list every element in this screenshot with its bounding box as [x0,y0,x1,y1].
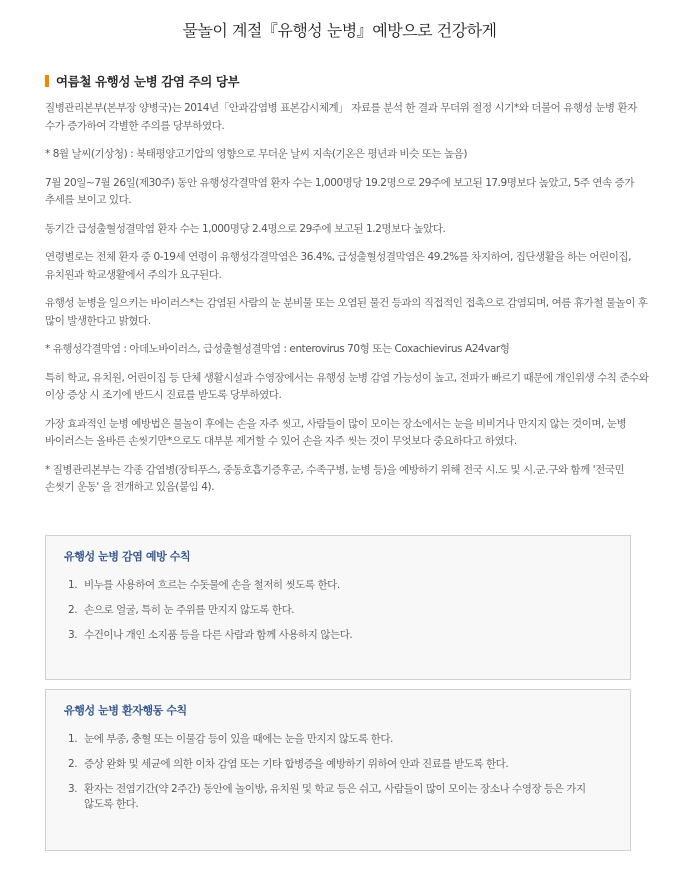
paragraph-prevention: 가장 효과적인 눈병 예방법은 물놀이 후에는 손을 자주 씻고, 사람들이 많이 모이는 장소에서는 눈을 비비거나 만지지 않는 것이며, 눈병 바이러스는 올바른 손씻기만*으로도 대부분 제거할 수 있어 손을 자주 씻는 것이 무엇보다 중요하다고 하였다. [45,417,627,447]
list-item: 2. 증상 완화 및 세균에 의한 이차 감염 또는 기타 합병증을 예방하기 위하여 안과 진료를 받도록 한다. [68,758,509,770]
prevention-rules-list [46,564,630,643]
list-item: 2. 손으로 얼굴, 특히 눈 주위를 만지지 않도록 한다. [68,604,295,616]
prevention-rules-box [45,535,631,680]
list-item: 3. 환자는 전염기간(약 2주간) 동안에 놀이방, 유치원 및 학교 등은 쉬고, 사람들이 많이 모이는 장소나 수영장 등은 가지 않도록 한다. [68,783,586,810]
paragraph-age-stats: 연령별로는 전체 환자 중 0-19세 연령이 유행성각결막염은 36.4%, 급성출혈성결막염은 49.2%를 차지하여, 집단생활을 하는 어린이집, 유치원과 학교생활에서 주의가 요구된다. [45,251,632,281]
page-title: 물놀이 계절『유행성 눈병』예방으로 건강하게 [182,21,497,40]
paragraph-ekc-stats: 7월 20일∼7월 26일(제30주) 동안 유행성각결막염 환자 수는 1,000명당 19.2명으로 29주에 보고된 17.9명보다 높았고, 5주 연속 증가 추세를 보이고 있다. [45,176,635,206]
patient-rules-box [45,689,631,851]
orange-bar-icon [45,75,49,87]
section-heading [45,72,239,90]
paragraph-facilities: 특히 학교, 유치원, 어린이집 등 단체 생활시설과 수영장에서는 유행성 눈병 감염 가능성이 높고, 전파가 빠르기 때문에 개인위생 수칙 준수와 이상 증상 시 조기에 반드시 진료를 받도록 당부하였다. [45,371,649,401]
paragraph-ahc-stats: 동기간 급성출혈성결막염 환자 수는 1,000명당 2.4명으로 29주에 보고된 1.2명보다 높았다. [45,222,446,235]
patient-rules-title: 유행성 눈병 환자행동 수칙 [64,704,187,717]
paragraph-weather-note: * 8월 날씨(기상청) : 북태평양고기압의 영향으로 무더운 날씨 지속(기온은 평년과 비슷 또는 높음) [45,148,467,160]
prevention-rules-title: 유행성 눈병 감염 예방 수칙 [64,550,191,563]
patient-rules-list [46,718,630,812]
list-item: 3. 수건이나 개인 소지품 등을 다른 사람과 함께 사용하지 않는다. [68,629,353,641]
paragraph-intro: 질병관리본부(본부장 양병국)는 2014년「안과감염병 표본감시체계」 자료를 분석 한 결과 무더위 절정 시기*와 더불어 유행성 눈병 환자 수가 증가하여 각별한 주의를 당부하였다. [45,102,637,132]
list-item: 1. 비누를 사용하여 흐르는 수돗물에 손을 철저히 씻도록 한다. [68,579,340,591]
paragraph-transmission: 유행성 눈병을 일으키는 바이러스*는 감염된 사람의 눈 분비물 또는 오염된 물건 등과의 직접적인 접촉으로 감염되며, 여름 휴가철 물놀이 후 많이 발생한다고 밝혔다. [45,297,648,327]
paragraph-campaign-note: * 질병관리본부는 각종 감염병(장티푸스, 중동호흡기증후군, 수족구병, 눈병 등)을 예방하기 위해 전국 시.도 및 시.군.구와 함께 '전국민 손씻기 운동' 을 전개하고 있음(붙임 4). [45,463,625,493]
section-heading-text: 여름철 유행성 눈병 감염 주의 당부 [56,74,240,89]
paragraph-virus-note: * 유행성각결막염 : 아데노바이러스, 급성출혈성결막염 : enterovirus 70형 또는 Coxachievirus A24var형 [45,343,510,355]
list-item: 1. 눈에 부종, 충혈 또는 이물감 등이 있을 때에는 눈을 만지지 않도록 한다. [68,733,393,745]
article-body [45,100,651,508]
